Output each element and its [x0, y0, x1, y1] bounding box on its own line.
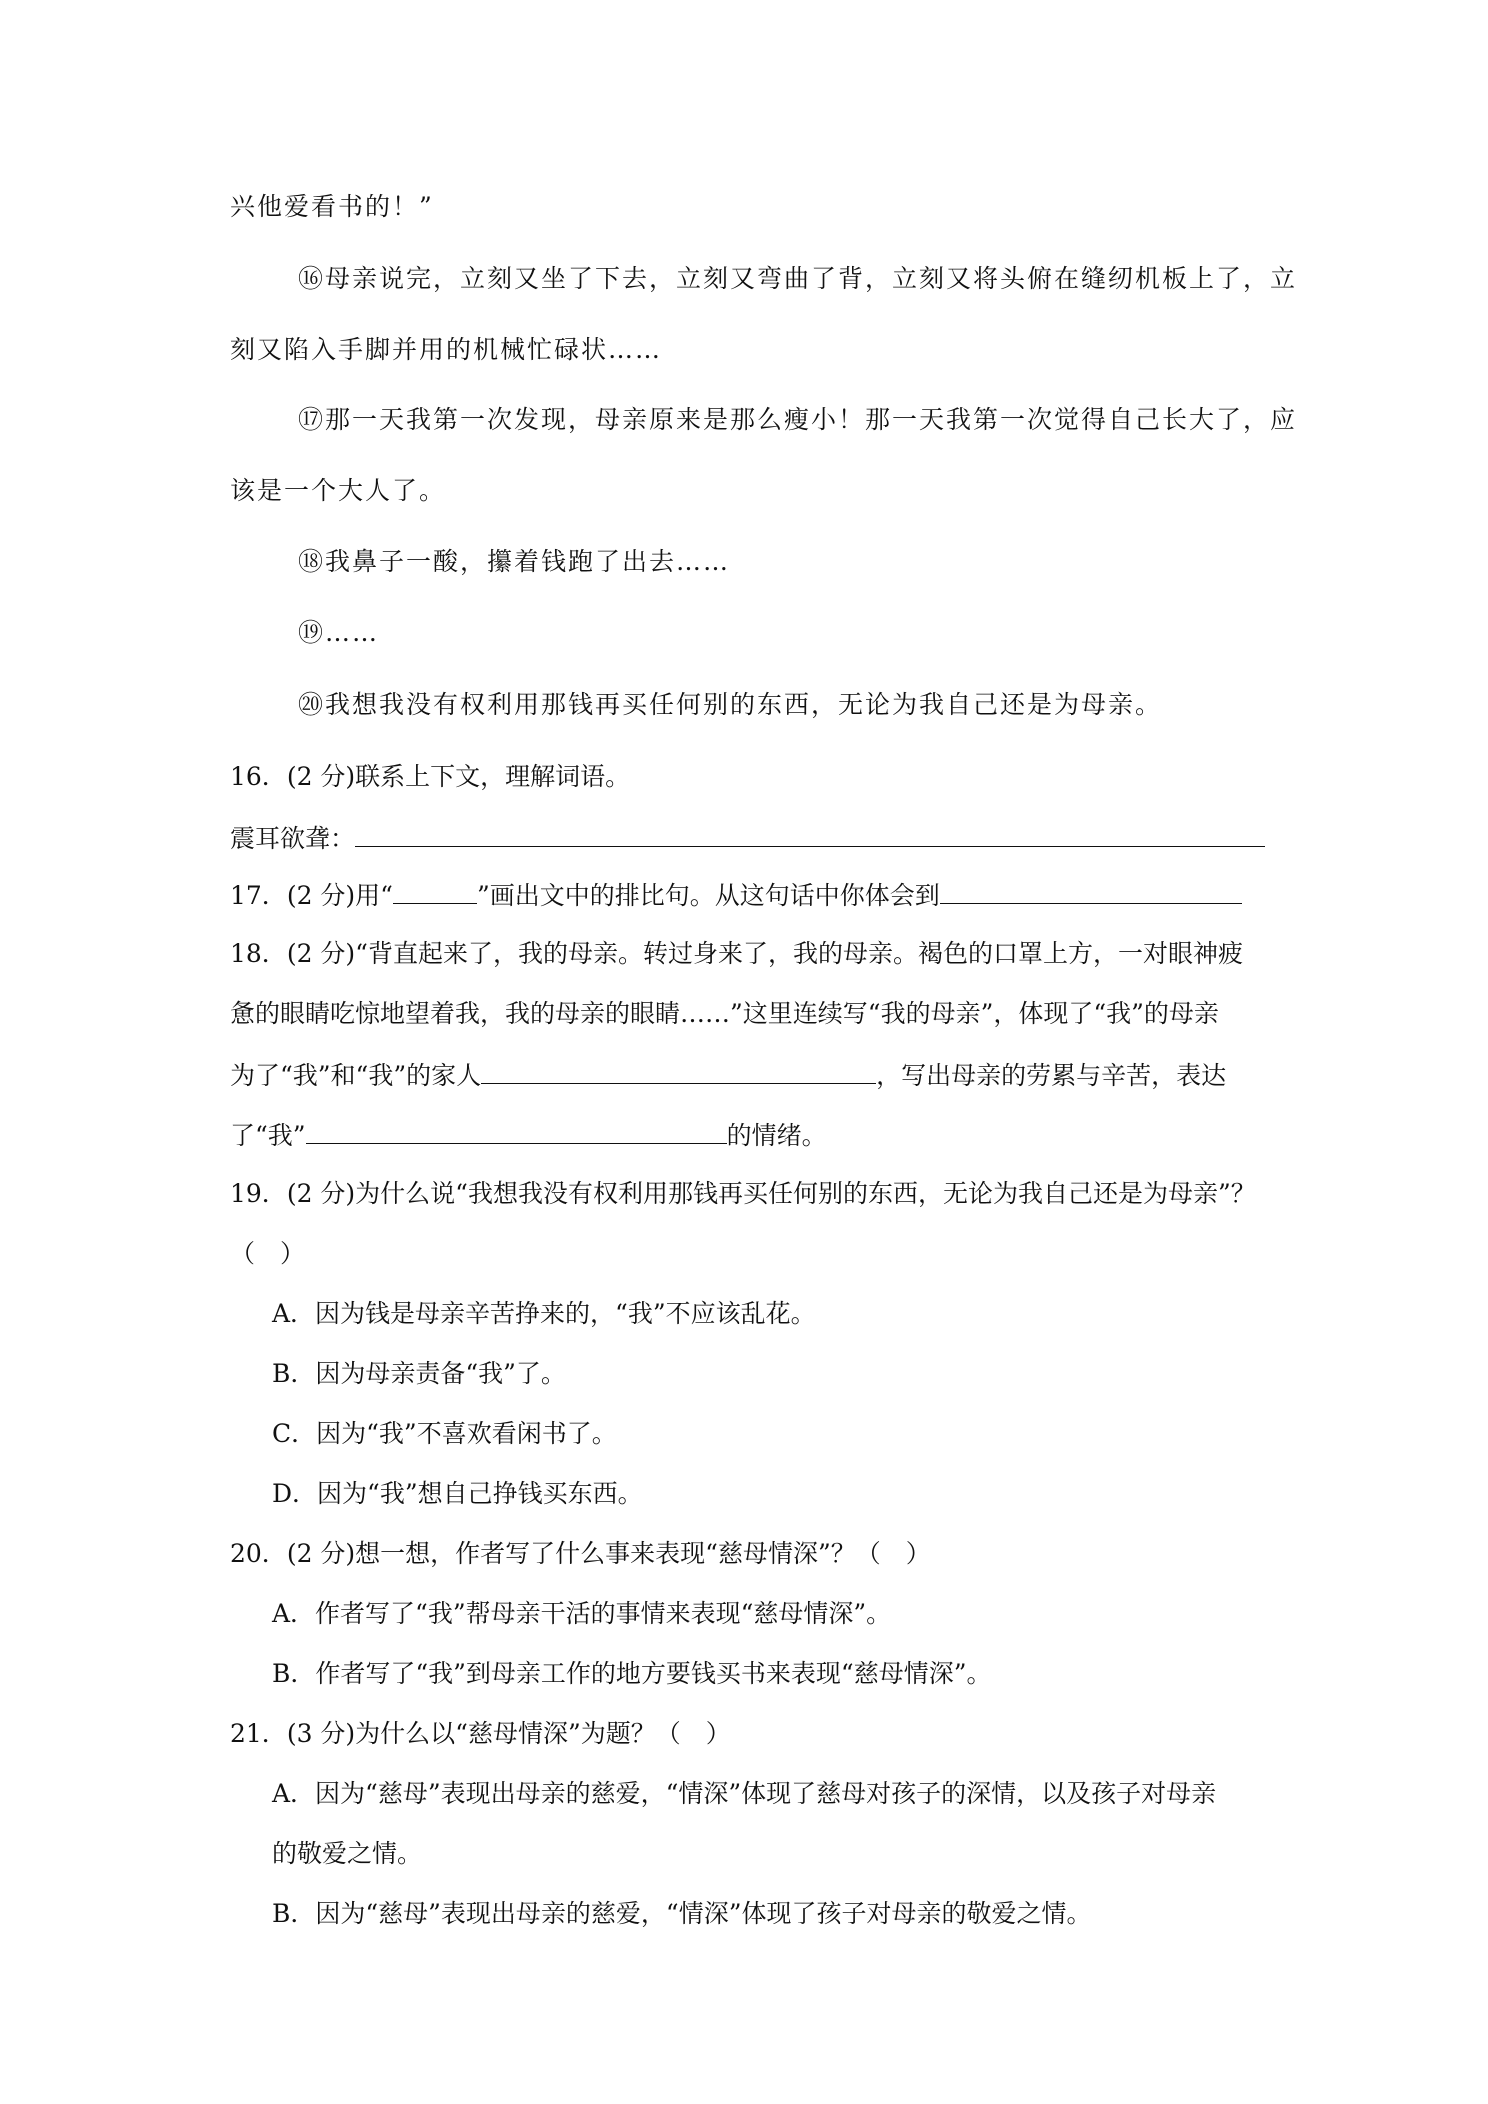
question-text: (2 分)联系上下文，理解词语。 — [286, 762, 631, 791]
question-text: 为了“我”和“我”的家人 — [230, 1061, 482, 1090]
question-17 — [230, 877, 1242, 913]
question-18-line-2: 惫的眼睛吃惊地望着我，我的母亲的眼睛……”这里连续写“我的母亲”，体现了“我”的母亲 — [230, 999, 1219, 1028]
question-text: (2 分)用“ — [286, 881, 393, 910]
paragraph-16: ⑯母亲说完，立刻又坐了下去，立刻又弯曲了背，立刻又将头俯在缝纫机板上了，立 — [298, 264, 1298, 293]
option-b[interactable]: B．作者写了“我”到母亲工作的地方要钱买书来表现“慈母情深”。 — [272, 1659, 992, 1688]
answer-blank[interactable] — [481, 1057, 876, 1084]
question-18-line-3 — [230, 1057, 1226, 1093]
option-d[interactable]: D．因为“我”想自己挣钱买东西。 — [272, 1479, 643, 1508]
question-text: (2 分)为什么说“我想我没有权利用那钱再买任何别的东西，无论为我自己还是为母亲”？ — [286, 1179, 1256, 1208]
question-18-line-4 — [230, 1117, 827, 1153]
answer-blank[interactable] — [940, 877, 1242, 904]
option-c[interactable]: C．因为“我”不喜欢看闲书了。 — [272, 1419, 617, 1448]
passage-line: 兴他爱看书的！” — [230, 192, 434, 221]
question-text: 了“我” — [230, 1121, 306, 1150]
question-16-answer-line — [230, 820, 1265, 856]
question-19 — [230, 1177, 1256, 1211]
answer-blank[interactable] — [355, 820, 1265, 847]
term-label: 震耳欲聋： — [230, 824, 356, 853]
paragraph-17-cont: 该是一个大人了。 — [230, 476, 447, 505]
answer-parentheses[interactable]: （ ） — [230, 1239, 306, 1268]
question-text: ，写出母亲的劳累与辛苦，表达 — [876, 1061, 1227, 1090]
mark-line-blank — [393, 877, 477, 904]
question-number: 18． — [230, 939, 287, 968]
question-number: 19． — [230, 1179, 287, 1208]
paragraph-17: ⑰那一天我第一次发现，母亲原来是那么瘦小！那一天我第一次觉得自己长大了，应 — [298, 405, 1298, 434]
answer-blank[interactable] — [306, 1117, 727, 1144]
question-text: (2 分)“背直起来了，我的母亲。转过身来了，我的母亲。褐色的口罩上方，一对眼神疲 — [286, 939, 1243, 968]
question-18 — [230, 937, 1243, 971]
paragraph-20: ⑳我想我没有权利用那钱再买任何别的东西，无论为我自己还是为母亲。 — [298, 690, 1163, 719]
paragraph-16-cont: 刻又陷入手脚并用的机械忙碌状…… — [230, 335, 663, 364]
question-number: 17． — [230, 881, 287, 910]
paragraph-19: ⑲…… — [298, 618, 380, 647]
question-text: (3 分)为什么以“慈母情深”为题？（ ） — [286, 1719, 731, 1748]
paragraph-18: ⑱我鼻子一酸，攥着钱跑了出去…… — [298, 547, 731, 576]
option-b[interactable]: B．因为“慈母”表现出母亲的慈爱，“情深”体现了孩子对母亲的敬爱之情。 — [272, 1899, 1092, 1928]
question-text: ”画出文中的排比句。从这句话中你体会到 — [476, 881, 940, 910]
option-a[interactable]: A．因为“慈母”表现出母亲的慈爱，“情深”体现了慈母对孩子的深情，以及孩子对母亲 — [272, 1779, 1217, 1808]
question-21 — [230, 1717, 731, 1751]
option-a-cont: 的敬爱之情。 — [272, 1839, 423, 1868]
question-text: 的情绪。 — [726, 1121, 827, 1150]
option-b[interactable]: B．因为母亲责备“我”了。 — [272, 1359, 566, 1388]
question-16 — [230, 760, 630, 794]
question-number: 16． — [230, 762, 287, 791]
question-text: (2 分)想一想，作者写了什么事来表现“慈母情深”？（ ） — [286, 1539, 931, 1568]
question-number: 21． — [230, 1719, 287, 1748]
option-a[interactable]: A．因为钱是母亲辛苦挣来的，“我”不应该乱花。 — [272, 1299, 816, 1328]
question-20 — [230, 1537, 931, 1571]
option-a[interactable]: A．作者写了“我”帮母亲干活的事情来表现“慈母情深”。 — [272, 1599, 892, 1628]
question-number: 20． — [230, 1539, 287, 1568]
